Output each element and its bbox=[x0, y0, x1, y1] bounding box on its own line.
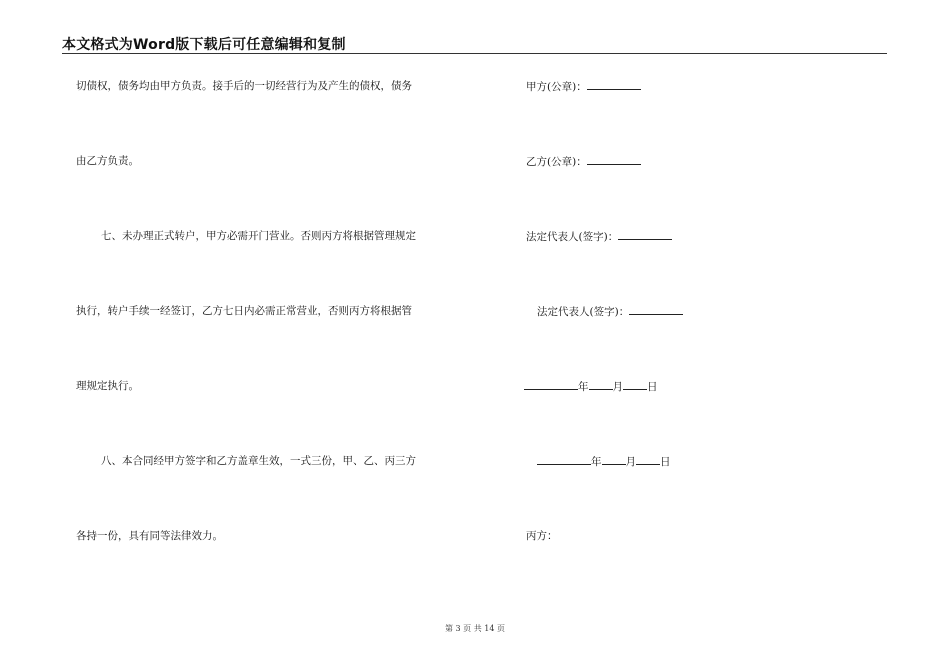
clause-seven-line-3: 理规定执行。 bbox=[76, 380, 139, 392]
year-label-1: 年 bbox=[578, 381, 589, 393]
day-blank-1 bbox=[623, 379, 647, 390]
date-row-2 bbox=[537, 454, 671, 469]
month-blank-1 bbox=[589, 379, 613, 390]
legal-rep-label-2: 法定代表人(签字)： bbox=[537, 306, 630, 318]
month-blank-2 bbox=[602, 454, 626, 465]
legal-rep-signature-blank-1 bbox=[618, 229, 672, 240]
body-line-2: 由乙方负责。 bbox=[76, 155, 139, 167]
clause-seven-line-2: 执行，转户手续一经签订，乙方七日内必需正常营业，否则丙方将根据管 bbox=[76, 305, 412, 317]
legal-rep-row-2 bbox=[537, 304, 683, 319]
clause-eight-line-1: 八、本合同经甲方签字和乙方盖章生效，一式三份，甲、乙、丙三方 bbox=[101, 455, 416, 467]
party-a-label: 甲方(公章)： bbox=[526, 81, 587, 93]
clause-eight-line-2: 各持一份，具有同等法律效力。 bbox=[76, 530, 223, 542]
party-a-signature-blank bbox=[587, 79, 641, 90]
party-b-label: 乙方(公章)： bbox=[526, 156, 587, 168]
legal-rep-row-1 bbox=[526, 229, 672, 244]
year-blank-2 bbox=[537, 454, 591, 465]
page-number-footer: 第 3 页 共 14 页 bbox=[445, 624, 505, 633]
year-blank-1 bbox=[524, 379, 578, 390]
party-b-seal-row bbox=[526, 154, 641, 169]
day-blank-2 bbox=[636, 454, 660, 465]
day-label-2: 日 bbox=[660, 456, 671, 468]
legal-rep-label-1: 法定代表人(签字)： bbox=[526, 231, 619, 243]
legal-rep-signature-blank-2 bbox=[629, 304, 683, 315]
body-line-1: 切债权，债务均由甲方负责。接手后的一切经营行为及产生的债权，债务 bbox=[76, 80, 412, 92]
header-divider bbox=[62, 53, 887, 54]
document-header-title: 本文格式为Word版下载后可任意编辑和复制 bbox=[62, 37, 346, 53]
party-b-signature-blank bbox=[587, 154, 641, 165]
day-label-1: 日 bbox=[647, 381, 658, 393]
year-label-2: 年 bbox=[591, 456, 602, 468]
month-label-2: 月 bbox=[625, 456, 636, 468]
month-label-1: 月 bbox=[612, 381, 623, 393]
clause-seven-line-1: 七、未办理正式转户，甲方必需开门营业。否则丙方将根据管理规定 bbox=[101, 230, 416, 242]
date-row-1 bbox=[524, 379, 658, 394]
party-c-label: 丙方： bbox=[526, 530, 558, 542]
party-a-seal-row bbox=[526, 79, 641, 94]
